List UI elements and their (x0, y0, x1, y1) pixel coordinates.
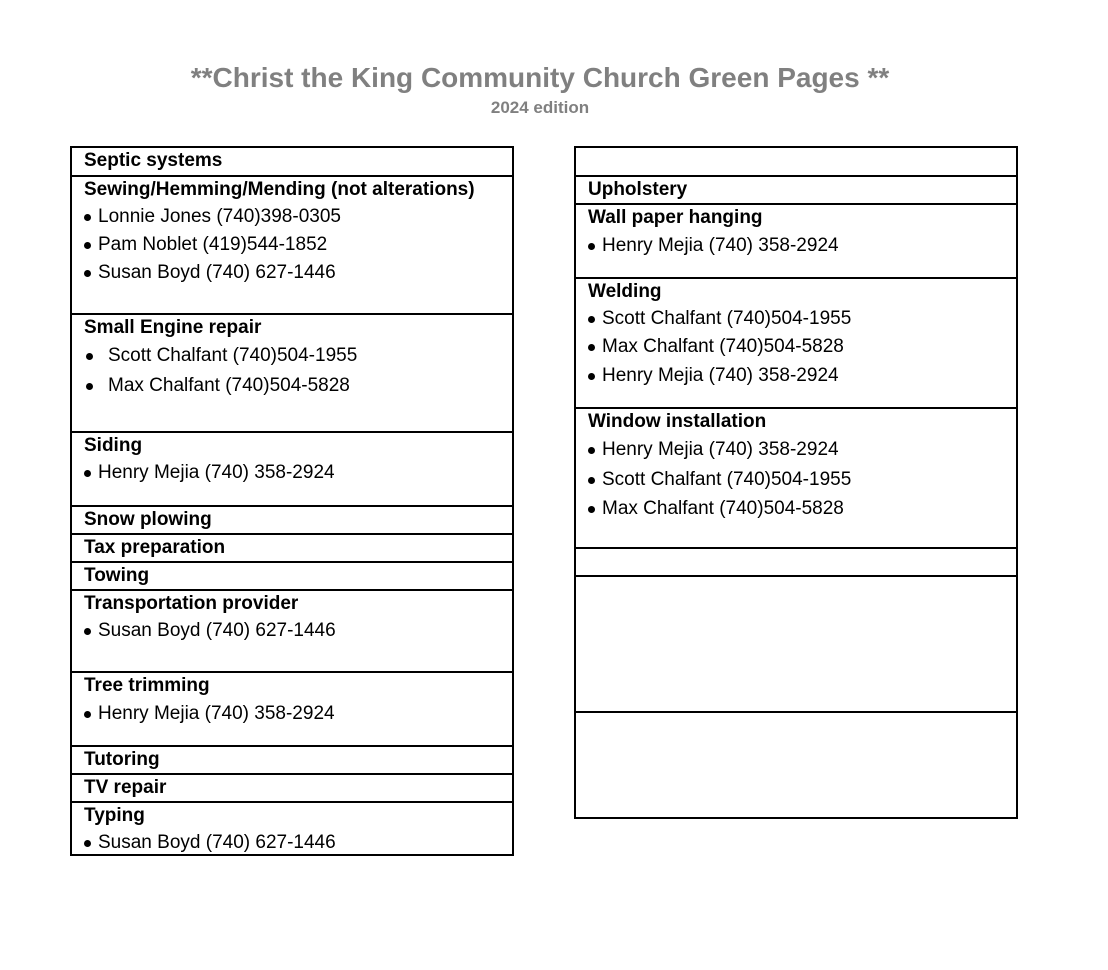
list-item (84, 259, 500, 287)
section-title: Siding (84, 435, 143, 456)
list-item (588, 361, 1004, 391)
bullet-icon (588, 344, 595, 351)
right-directory-column (574, 146, 1018, 819)
list-item (588, 465, 1004, 495)
list-item (84, 829, 500, 854)
bullet-icon (588, 477, 595, 484)
entry-text: Max Chalfant (740)504-5828 (602, 498, 844, 519)
bullet-icon (84, 270, 91, 277)
section-title: Septic systems (84, 150, 223, 171)
section-tv-repair (72, 773, 512, 801)
section-title: Upholstery (588, 179, 688, 200)
bullet-icon (84, 214, 91, 221)
edition-subtitle: 2024 edition (490, 98, 590, 117)
bullet-icon (86, 353, 93, 360)
section-tree-trimming (72, 671, 512, 745)
section-window-installation (576, 407, 1016, 547)
list-item (84, 459, 500, 487)
list-item (588, 495, 1004, 523)
section-title: Tax preparation (84, 537, 226, 558)
section-towing (72, 561, 512, 589)
section-title: Towing (84, 565, 150, 586)
section-empty-3 (576, 711, 1016, 817)
list-item (84, 371, 500, 401)
bullet-icon (84, 628, 91, 635)
section-title: Transportation provider (84, 593, 299, 614)
entry-text: Henry Mejia (740) 358-2924 (98, 462, 335, 483)
section-title: Wall paper hanging (588, 207, 763, 228)
bullet-icon (84, 242, 91, 249)
section-transportation-provider (72, 589, 512, 671)
list-item (84, 231, 500, 259)
section-siding (72, 431, 512, 505)
list-item (588, 305, 1004, 333)
entry-text: Max Chalfant (740)504-5828 (602, 336, 844, 357)
bullet-icon (588, 506, 595, 513)
section-title: Typing (84, 805, 145, 826)
entry-text: Susan Boyd (740) 627-1446 (98, 832, 336, 853)
section-septic-systems (72, 148, 512, 175)
entry-text: Scott Chalfant (740)504-1955 (602, 469, 852, 490)
page-title: **Christ the King Community Church Green Pages ** (190, 62, 890, 93)
section-empty-top (576, 148, 1016, 175)
section-title: Welding (588, 281, 662, 302)
bullet-icon (588, 316, 595, 323)
section-tax-preparation (72, 533, 512, 561)
list-item (84, 341, 500, 371)
section-empty-1 (576, 547, 1016, 575)
entry-text: Henry Mejia (740) 358-2924 (98, 703, 335, 724)
bullet-icon (588, 243, 595, 250)
list-item (588, 231, 1004, 261)
section-title: TV repair (84, 777, 167, 798)
section-tutoring (72, 745, 512, 773)
list-item (84, 203, 500, 231)
section-title: Small Engine repair (84, 317, 262, 338)
bullet-icon (86, 383, 93, 390)
bullet-icon (84, 470, 91, 477)
bullet-icon (588, 373, 595, 380)
section-title: Window installation (588, 411, 767, 432)
section-title: Tutoring (84, 749, 160, 770)
bullet-icon (588, 447, 595, 454)
section-small-engine-repair (72, 313, 512, 431)
entry-text: Henry Mejia (740) 358-2924 (602, 439, 839, 460)
section-welding (576, 277, 1016, 407)
entry-text: Pam Noblet (419)544-1852 (98, 234, 328, 255)
list-item (588, 333, 1004, 361)
bullet-icon (84, 840, 91, 847)
section-title: Sewing/Hemming/Mending (not alterations) (84, 179, 475, 200)
entry-text: Scott Chalfant (740)504-1955 (108, 345, 358, 366)
entry-text: Henry Mejia (740) 358-2924 (602, 235, 839, 256)
section-wall-paper-hanging (576, 203, 1016, 277)
list-item (84, 617, 500, 645)
section-snow-plowing (72, 505, 512, 533)
bullet-icon (84, 711, 91, 718)
section-typing (72, 801, 512, 854)
entry-text: Susan Boyd (740) 627-1446 (98, 620, 336, 641)
section-sewing (72, 175, 512, 313)
list-item (84, 699, 500, 729)
section-title: Tree trimming (84, 675, 210, 696)
section-title: Snow plowing (84, 509, 212, 530)
entry-text: Max Chalfant (740)504-5828 (108, 375, 350, 396)
entry-text: Scott Chalfant (740)504-1955 (602, 308, 852, 329)
left-directory-column (70, 146, 514, 856)
entry-text: Lonnie Jones (740)398-0305 (98, 206, 341, 227)
section-upholstery (576, 175, 1016, 203)
list-item (588, 435, 1004, 465)
entry-text: Susan Boyd (740) 627-1446 (98, 262, 336, 283)
section-empty-2 (576, 575, 1016, 711)
entry-text: Henry Mejia (740) 358-2924 (602, 365, 839, 386)
